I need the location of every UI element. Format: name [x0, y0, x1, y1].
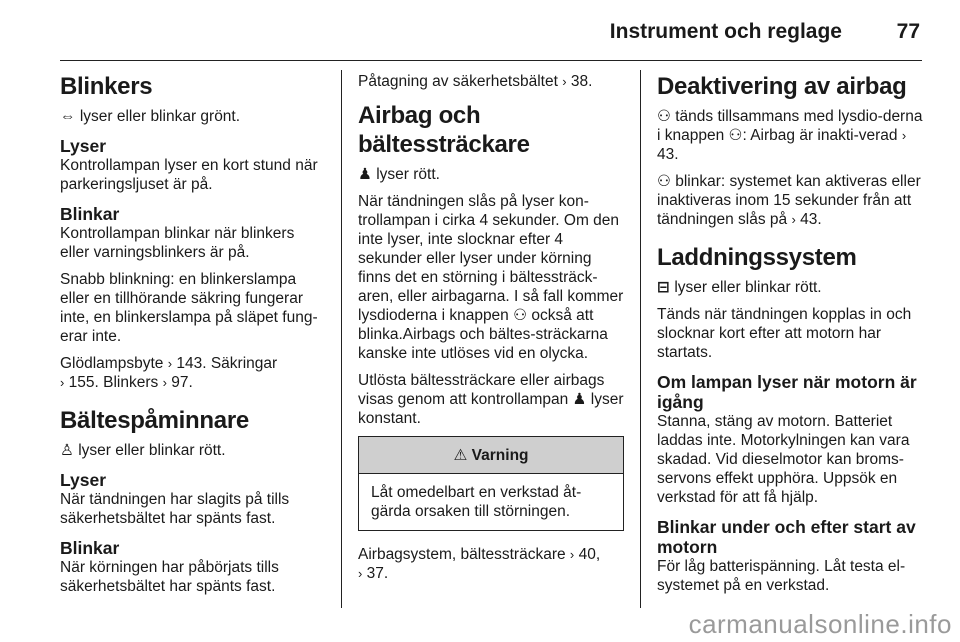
seatbelt-icon: ♙: [60, 442, 74, 459]
airbag-text: ♟ lyser rött.: [358, 166, 440, 183]
start-text: För låg batterispänning. Låt testa el-systemet på en verkstad.: [657, 558, 906, 594]
battery-icon: ⊟: [657, 279, 670, 296]
airbag-off-icon: ⚇: [657, 173, 671, 190]
reference-text: Glödlampsbyte › 143. Säkringar › 155. Blinkers › 97.: [60, 355, 278, 391]
snabb-text: Snabb blinkning: en blinkerslampa eller en tillhörande säkring fungerar inte, en blinkerslampa på släpet fung-erar inte.: [60, 271, 318, 345]
belt-text: ♙ lyser eller blinkar rött.: [60, 442, 226, 459]
page-header: [60, 14, 922, 58]
subtitle-start: Blinkar under och efter start av motorn: [657, 517, 916, 557]
subtitle-blinkar-2: Blinkar: [60, 538, 120, 558]
lyser-text: Kontrollampan lyser en kort stund när parkeringsljuset är på.: [60, 157, 318, 193]
deact-text2: ⚇ blinkar: systemet kan aktiveras eller inaktiveras inom 15 sekunder från att tändningen slås på › 43.: [657, 173, 921, 228]
turn-signal-icon: ⇔: [60, 108, 76, 125]
airbag-off-icon: ⚇: [657, 108, 671, 125]
column-2: [358, 72, 624, 591]
page-ref-arrow-icon: ›: [358, 566, 363, 581]
airbag-icon: ♟: [572, 391, 587, 408]
warning-icon: ⚠: [453, 447, 468, 464]
blinkar2-text: När körningen har påbörjats tills säkerhetsbältet har spänts fast.: [60, 559, 279, 595]
subtitle-lyser: Lyser: [60, 136, 107, 156]
page-ref-arrow-icon: ›: [791, 212, 796, 227]
blinkers-text: ⇔ lyser eller blinkar grönt.: [60, 108, 241, 125]
subtitle-blinkar: Blinkar: [60, 204, 120, 224]
section-title-charging: Laddningssystem: [657, 244, 857, 271]
warning-header: ⚠ Varning: [359, 437, 623, 474]
airbag-off-icon: ⚇: [513, 307, 528, 324]
page-ref-arrow-icon: ›: [901, 128, 907, 143]
deact-text1: ⚇ tänds tillsammans med lysdio-derna i knappen ⚇: Airbag är inakti-verad › 43.: [657, 108, 923, 163]
page-ref-arrow-icon: ›: [162, 375, 167, 390]
page-ref-arrow-icon: ›: [562, 74, 567, 89]
page-ref-arrow-icon: ›: [60, 375, 65, 390]
intro-text: Påtagning av säkerhetsbältet › 38.: [358, 73, 593, 90]
lamp-text: Stanna, stäng av motorn. Batteriet laddas inte. Motorkylningen kan vara skadad. Vid dieselmotor kan broms-servons effekt upphöra. Uppsök en verkstad för att få hjälp.: [657, 413, 910, 506]
column-divider-2: [640, 70, 641, 608]
column-divider-1: [341, 70, 342, 608]
watermark: carmanualsonline.info: [688, 609, 952, 639]
page-title: Instrument och reglage: [609, 20, 842, 43]
charge-para: Tänds när tändningen kopplas in och slocknar kort efter att motorn har startats.: [657, 306, 912, 361]
subtitle-lyser-2: Lyser: [60, 470, 107, 490]
subtitle-lamp-running: Om lampan lyser när motorn är igång: [657, 372, 917, 412]
airbag-para1: När tändningen slås på lyser kon-trollampan i cirka 4 sekunder. Om den inte lyser, inte slocknar efter 4 sekunder eller lyser under körning finns det en störning i bältessträck-aren, eller airbagarna. I så fall kommer lysdioderna i knappen ⚇ också att blinka.Airbags och bältes-sträckarna kanske inte utlöses vid en olycka.: [358, 193, 624, 362]
section-title-deactivation: Deaktivering av airbag: [657, 73, 907, 100]
section-title-belt-reminder: Bältespåminnare: [60, 407, 249, 434]
airbag-system-ref: Airbagsystem, bältessträckare › 40, › 37.: [358, 546, 601, 582]
airbag-icon: ♟: [358, 166, 372, 183]
column-1: [60, 72, 325, 604]
page-ref-arrow-icon: ›: [569, 547, 575, 562]
lyser2-text: När tändningen har slagits på tills säkerhetsbältet har spänts fast.: [60, 491, 290, 527]
warning-body: Låt omedelbart en verkstad åt-gärda orsaken till störningen.: [371, 484, 582, 520]
section-title-airbag: Airbag och bältessträckare: [358, 102, 530, 158]
column-3: [657, 72, 925, 603]
section-title-blinkers: Blinkers: [60, 73, 153, 100]
charge-text: ⊟ lyser eller blinkar rött.: [657, 279, 822, 296]
blinkar-text: Kontrollampan blinkar när blinkers eller varningsblinkers är på.: [60, 225, 295, 261]
page-number: 77: [896, 20, 920, 43]
airbag-para2: Utlösta bältessträckare eller airbags visas genom att kontrollampan ♟ lyser konstant.: [358, 372, 624, 427]
page-ref-arrow-icon: ›: [167, 356, 173, 371]
header-divider: [60, 60, 922, 61]
warning-box: [358, 436, 624, 531]
airbag-off-icon: ⚇: [728, 127, 743, 144]
